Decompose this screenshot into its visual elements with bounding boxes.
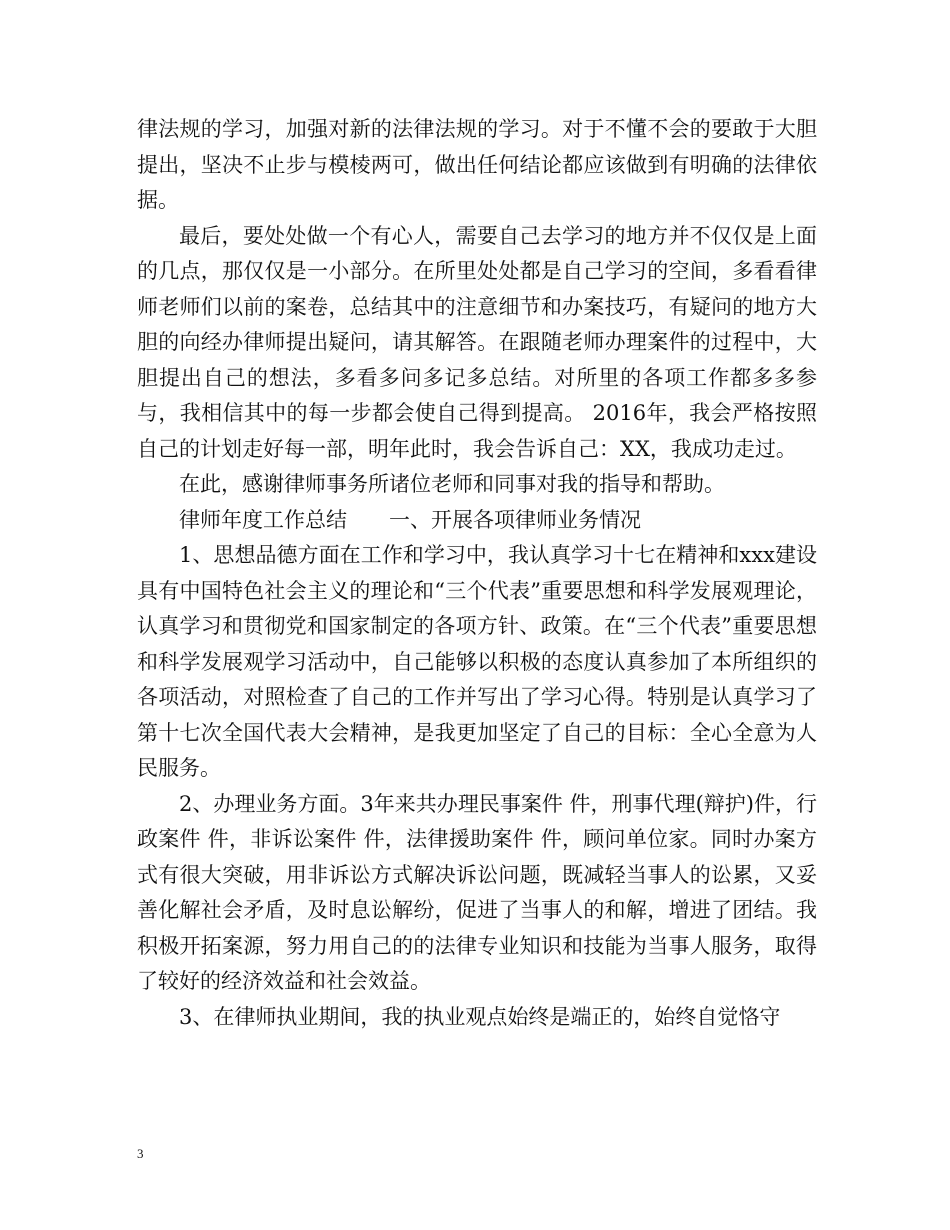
page-number: 3 — [137, 1146, 144, 1161]
paragraph-4-heading: 律师年度工作总结 一、开展各项律师业务情况 — [179, 507, 641, 532]
document-body — [137, 112, 817, 1035]
paragraph-5: 1、思想品德方面在工作和学习中，我认真学习十七在精神和xxx建设具有中国特色社会主义的理论和“三个代表”重要思想和科学发展观理论，认真学习和贯彻党和国家制定的各项方针、政策。在“三个代表”重要思想和科学发展观学习活动中，自己能够以积极的态度认真参加了本所组织的各项活动，对照检查了自己的工作并写出了学习心得。特别是认真学习了第十七次全国代表大会精神，是我更加坚定了自己的目标：全心全意为人民服务。 — [137, 543, 817, 780]
paragraph-2: 最后，要处处做一个有心人，需要自己去学习的地方并不仅仅是上面的几点，那仅仅是一小部分。在所里处处都是自己学习的空间，多看看律师老师们以前的案卷，总结其中的注意细节和办案技巧，有疑问的地方大胆的向经办律师提出疑问，请其解答。在跟随老师办理案件的过程中，大胆提出自己的想法，多看多问多记多总结。对所里的各项工作都多多参与，我相信其中的每一步都会使自己得到提高。 2016年，我会严格按照自己的计划走好每一部，明年此时，我会告诉自己：XX，我成功走过。 — [137, 223, 817, 461]
paragraph-1: 律法规的学习，加强对新的法律法规的学习。对于不懂不会的要敢于大胆提出，坚决不止步与模棱两可，做出任何结论都应该做到有明确的法律依据。 — [137, 117, 817, 212]
paragraph-6: 2、办理业务方面。3年来共办理民事案件 件，刑事代理(辩护)件，行政案件 件，非诉讼案件 件，法律援助案件 件，顾问单位家。同时办案方式有很大突破，用非诉讼方式解决诉讼问题，既减轻当事人的讼累，又妥善化解社会矛盾，及时息讼解纷，促进了当事人的和解，增进了团结。我积极开拓案源，努力用自己的的法律专业知识和技能为当事人服务，取得了较好的经济效益和社会效益。 — [137, 791, 817, 993]
paragraph-7: 3、在律师执业期间，我的执业观点始终是端正的，始终自觉恪守 — [179, 1004, 781, 1029]
paragraph-3: 在此，感谢律师事务所诸位老师和同事对我的指导和帮助。 — [179, 472, 725, 496]
